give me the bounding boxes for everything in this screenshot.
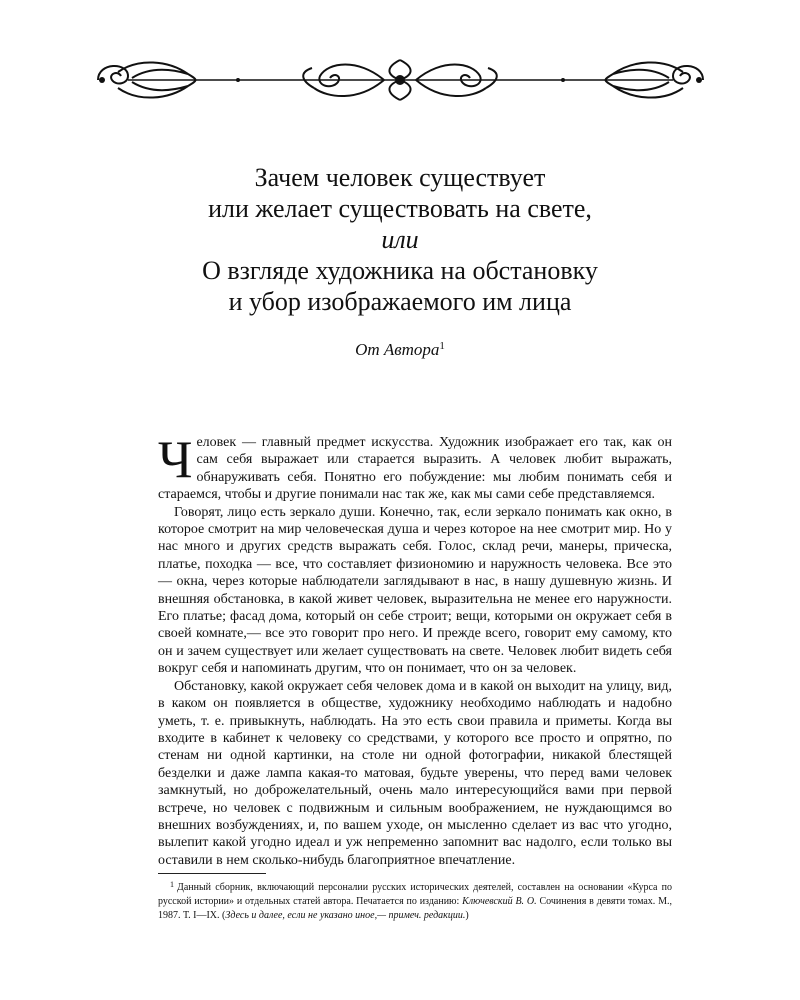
body-text (158, 431, 672, 869)
title-or: или (381, 225, 419, 254)
author-label: От Автора (355, 340, 440, 359)
title-line-1: Зачем человек существует (254, 163, 546, 192)
baroque-scroll-ornament-icon (88, 52, 713, 108)
footnote-text-c: Сочинения в девяти томах. М., 1987. Т. I—IX. ( (158, 896, 672, 921)
paragraph-3: Обстановку, какой окружает себя человек дома и в какой он выходит на улицу, вид, в каком он появляется в обществе, художнику необходимо наблюдать и надобно уметь, т. е. привыкнуть, наблюдать. На это есть свои правила и приметы. Когда вы входите в кабинет к человеку со средствами, у которого все просто и опрятно, по стенам ни одной картинки, на столе ни одной фотографии, никакой блестящей безделки и даже лампа какая-то матовая, будьте уверены, что перед вами человек замкнутый, но доброжелательный, очень мало интересующийся вами при первой встрече, но человек с подвижным и сильным воображением, не нуждающимся во внешних возбуждениях, и, по вашем уходе, он мысленно сделает из вас что угодно, вылепит какой угодно идеал и уж непременно запомнит вас надолго, если только вы оставили в нем сколько-нибудь благоприятное впечатление. (158, 678, 672, 868)
footnote-text-e: ) (465, 910, 469, 921)
title-line-4: и убор изображаемого им лица (228, 287, 572, 316)
author-line (120, 340, 680, 360)
paragraph-2: Говорят, лицо есть зеркало души. Конечно, так, если зеркало понимать как окно, в которое смотрит на мир человеческая душа и через которое на нее смотрит мир. Но у нас много и других средств выражать себя. Голос, склад речи, манеры, прическа, платье, походка — все, что составляет физиономию и наружность человека. Все это — окна, через которые наблюдатели заглядывают в нас, в нашу душевную жизнь. И внешняя обстановка, в какой живет человек, выразительна не менее его наружности. Его платье; фасад дома, который он себе строит; вещи, которыми он окружает себя в своей комнате,— все это говорит про него. И прежде всего, говорит ему самому, кто он и зачем существует или желает существовать на свете. Человек любит видеть себя вокруг себя и напоминать другим, что он понимает, что он за человек. (158, 504, 672, 677)
paragraph-1 (158, 431, 672, 504)
drop-cap: Ч (158, 431, 193, 489)
footnote-editor-note: Здесь и далее, если не указано иное,— примеч. редакции. (225, 910, 466, 921)
footnote: 1 Данный сборник, включающий персоналии русских исторических деятелей, составлен на основании «Курса по русской истории» и отдельных статей автора. Печатается по изданию: Ключевский В. О. Сочинения в девяти томах. М., 1987. Т. I—IX. (Здесь и далее, если не указано иное,— примеч. редакции.) (158, 880, 672, 921)
chapter-title (120, 162, 680, 317)
footnote-text-a: Данный сборник, включающий персоналии русских исторических деятелей, составлен на основании «Курса по русской истории» и отдельных статей автора. Печатается по изданию: (158, 882, 672, 907)
title-line-3: О взгляде художника на обстановку (202, 256, 598, 285)
title-line-2: или желает существовать на свете, (208, 194, 592, 223)
paragraph-1-text: еловек — главный предмет искусства. Художник изображает его так, как он сам себя выражает или старается выразить. А человек любит выражать, обнаруживать себя. Понятно его побуждение: мы любим понимать себя и стараемся, чтобы и другие понимали нас так же, как мы сами себе представляемся. (158, 435, 672, 503)
footnote-divider (158, 873, 266, 874)
footnote-author-name: Ключевский В. О. (462, 896, 537, 907)
footnote-ref[interactable]: 1 (439, 340, 445, 352)
